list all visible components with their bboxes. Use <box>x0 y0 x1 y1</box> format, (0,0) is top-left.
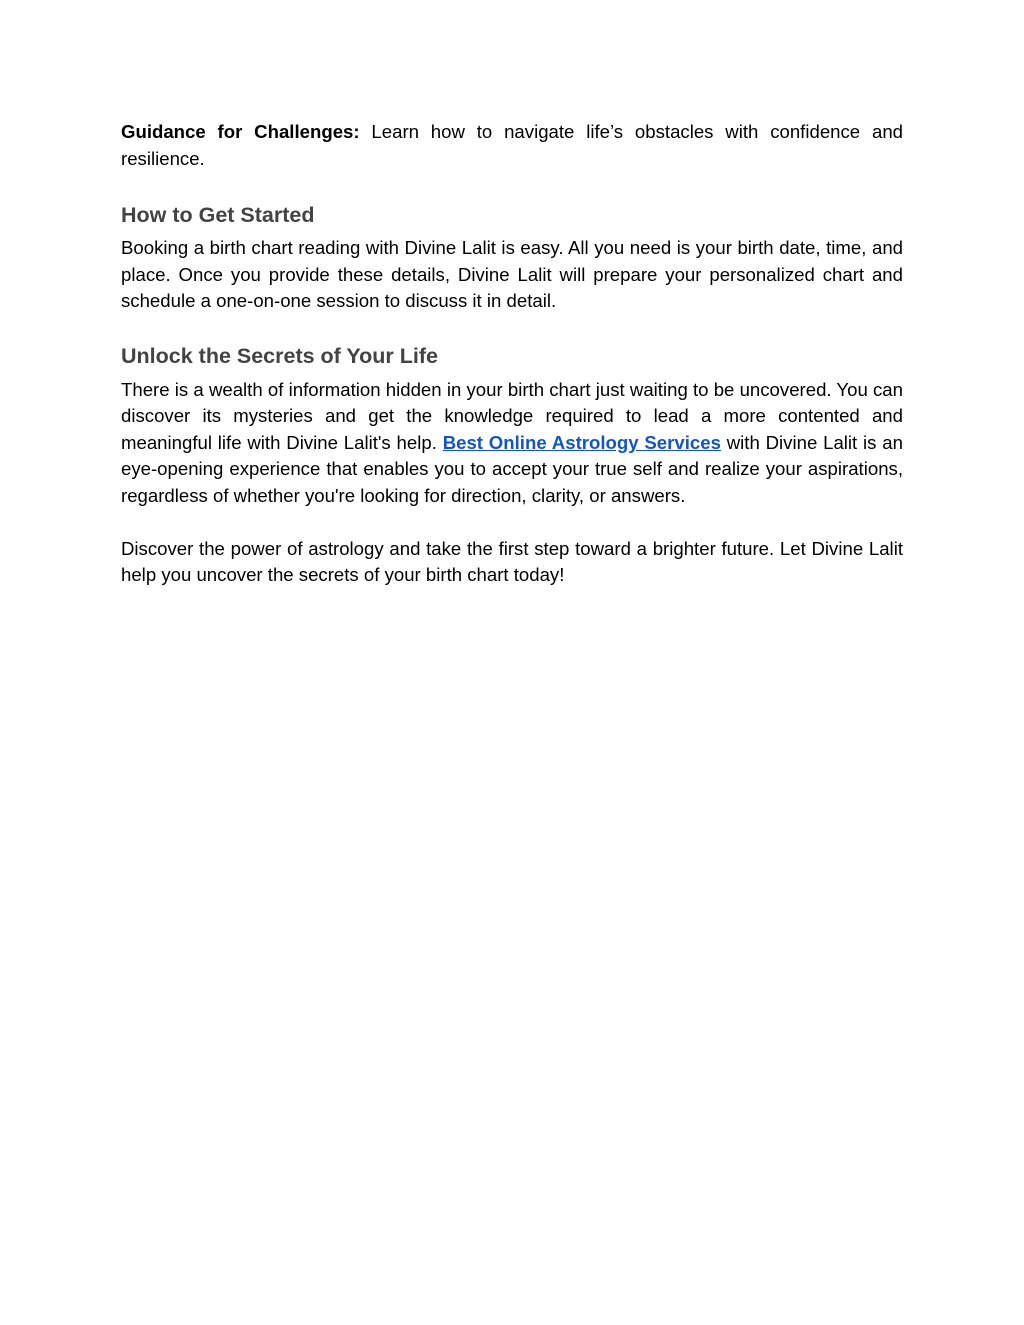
guidance-label: Guidance for Challenges: <box>121 121 360 142</box>
guidance-text: Learn how to navigate life’s obstacles with confidence and resilience. <box>121 121 903 169</box>
astrology-services-link[interactable]: Best Online Astrology Services <box>442 431 721 453</box>
unlock-secrets-heading: Unlock the Secrets of Your Life <box>121 343 438 368</box>
unlock-text-after-link: with Divine Lalit is an eye-opening experience that enables you to accept your true self and realize your aspirations, regardless of whether you're looking for direction, clarity, or answers. <box>121 431 903 506</box>
unlock-text-before-link: There is a wealth of information hidden in your birth chart just waiting to be uncovered. You can discover its mysteries and get the knowledge required to lead a more contented and meaningful life with Divine Lalit's help. <box>121 378 903 453</box>
get-started-paragraph: Booking a birth chart reading with Divine Lalit is easy. All you need is your birth date, time, and place. Once you provide these details, Divine Lalit will prepare your personalized chart and schedule a one-on-one session to discuss it in detail. <box>121 237 903 311</box>
get-started-heading: How to Get Started <box>121 203 315 227</box>
unlock-secrets-paragraph <box>121 377 903 510</box>
closing-paragraph: Discover the power of astrology and take the first step toward a brighter future. Let Divine Lalit help you uncover the secrets of your birth chart today! <box>121 537 903 585</box>
document-page <box>121 119 903 589</box>
guidance-paragraph <box>121 119 903 172</box>
